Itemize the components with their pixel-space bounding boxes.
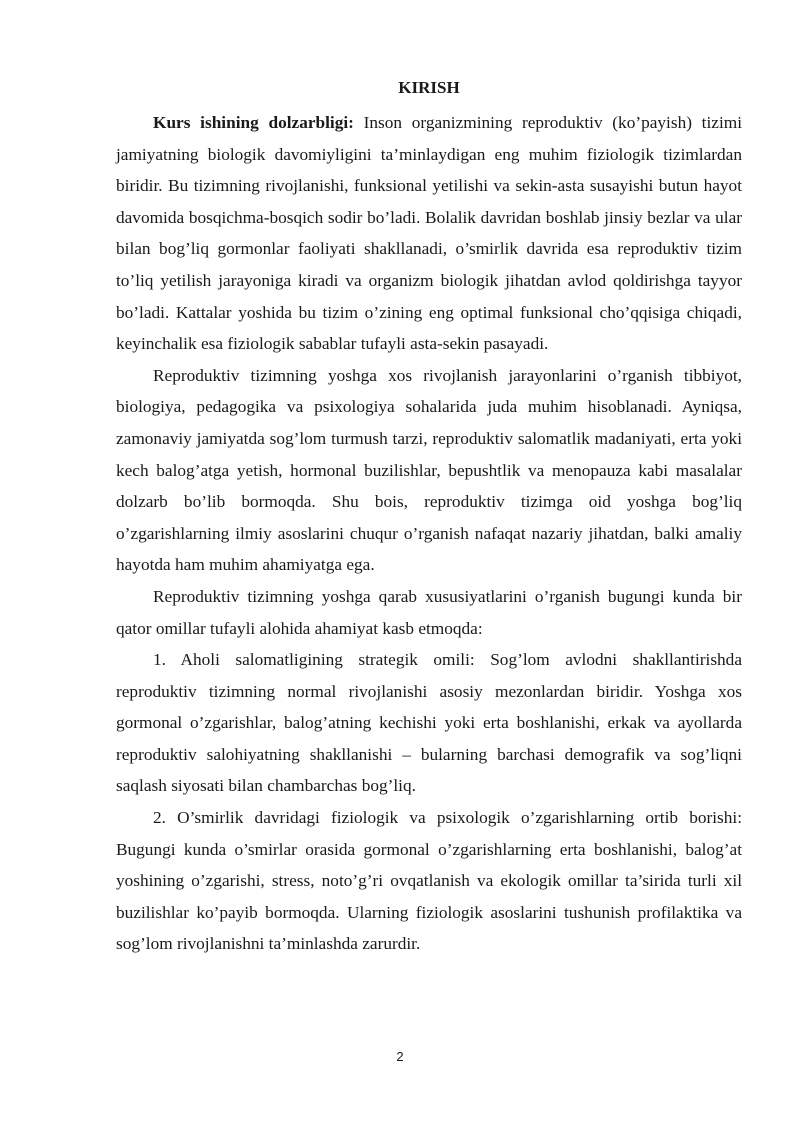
paragraph-lead: Kurs ishining dolzarbligi: [153,113,354,132]
paragraph-factor-1: 1. Aholi salomatligining strategik omili: Sog’lom avlodni shakllantirishda reproduktiv tizimning normal rivojlanishi asosiy mezonlardan biridir. Yoshga xos gormonal o’zgarishlar, balog’atning kechishi yoki erta boshlanishi, erkak va ayollarda reproduktiv salohiyatning shakllanishi – bularning barchasi demografik va sog’liqni saqlash siyosati bilan chambarchas bog’liq. [116,650,742,796]
document-body [116,107,742,960]
paragraph-text: Inson organizmining reproduktiv (ko’payish) tizimi jamiyatning biologik davomiyligini ta’minlaydigan eng muhim fiziologik tizimlardan biridir. Bu tizimning rivojlanishi, funksional yetilishi va sekin-asta susayishi butun hayot davomida bosqichma-bosqich sodir bo’ladi. Bolalik davridan boshlab jinsiy bezlar va ular bilan bog’liq gormonlar faoliyati shakllanadi, o’smirlik davrida esa reproduktiv tizim to’liq yetilish jarayoniga kiradi va organizm biologik jihatdan avlod qoldirishga tayyor bo’ladi. Kattalar yoshida bu tizim o’zining eng optimal funksional cho’qqisiga chiqadi, keyinchalik esa fiziologik sabablar tufayli asta-sekin pasayadi. [116,113,742,354]
paragraph-relevance [116,107,742,360]
paragraph-factors-intro: Reproduktiv tizimning yoshga qarab xususiyatlarini o’rganish bugungi kunda bir qator omillar tufayli alohida ahamiyat kasb etmoqda: [116,586,742,638]
page-title: KIRISH [398,78,460,97]
paragraph-importance: Reproduktiv tizimning yoshga xos rivojlanish jarayonlarini o’rganish tibbiyot, biologiya, pedagogika va psixologiya sohalarida juda muhim hisoblanadi. Ayniqsa, zamonaviy jamiyatda sog’lom turmush tarzi, reproduktiv salomatlik madaniyati, erta yoki kech balog’atga yetish, hormonal buzilishlar, bepushtlik va menopauza kabi masalalar dolzarb bo’lib bormoqda. Shu bois, reproduktiv tizimga oid yoshga bog’liq o’zgarishlarning ilmiy asoslarini chuqur o’rganish nafaqat nazariy jihatdan, balki amaliy hayotda ham muhim ahamiyatga ega. [116,365,742,575]
page-number: 2 [396,1049,404,1064]
paragraph-factor-2: 2. O’smirlik davridagi fiziologik va psixologik o’zgarishlarning ortib borishi: Bugungi kunda o’smirlar orasida gormonal o’zgarishlarning erta boshlanishi, balog’at yoshining o’zgarishi, stress, noto’g’ri ovqatlanish va ekologik omillar ta’sirida turli xil buzilishlar ko’payib bormoqda. Ularning fiziologik asoslarini tushunish profilaktika va sog’lom rivojlanishni ta’minlashda zarurdir. [116,808,742,954]
